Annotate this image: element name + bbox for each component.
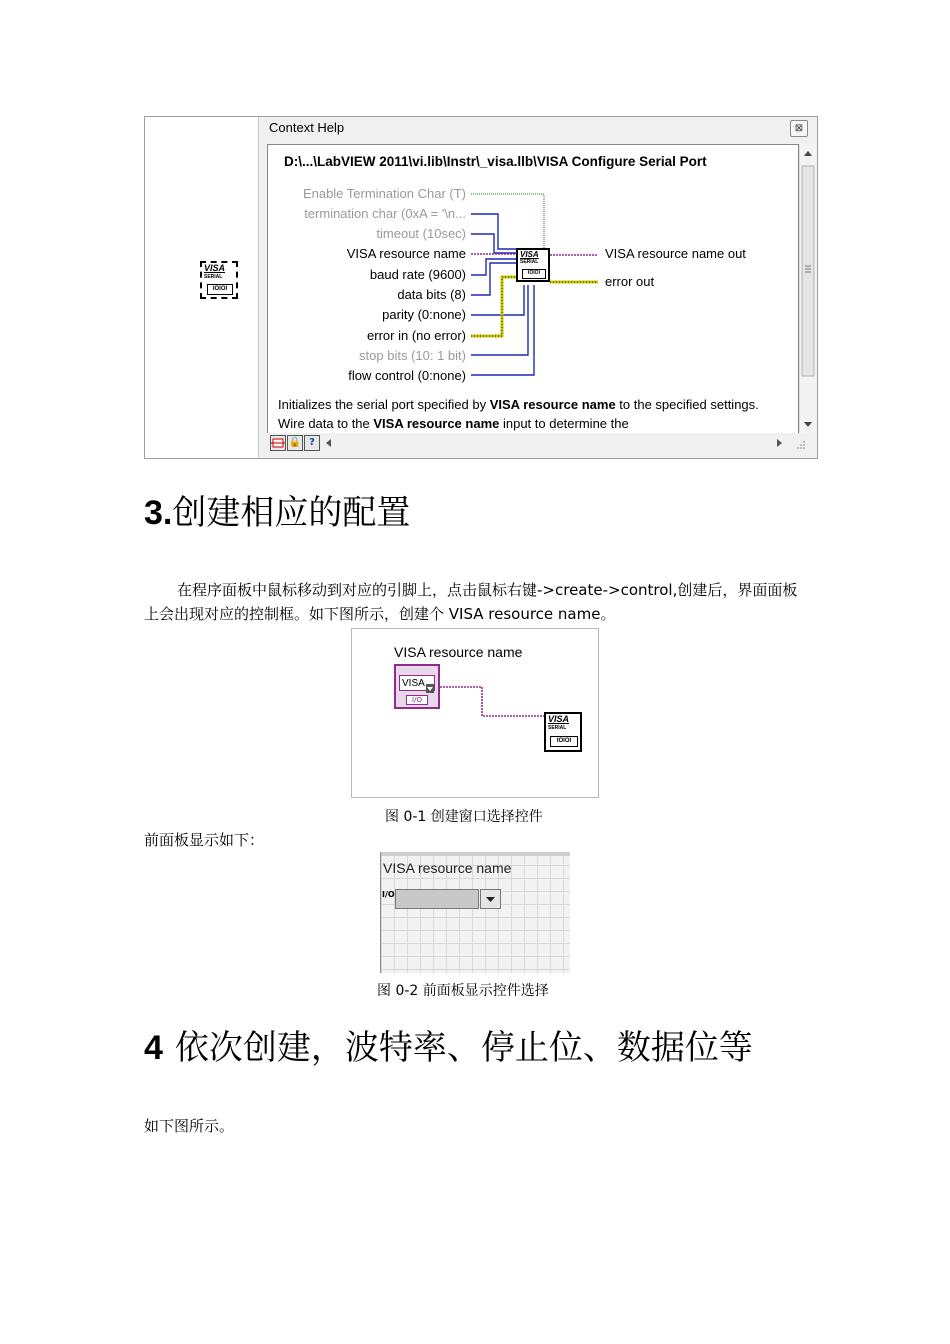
icon-text-io: IOIOI <box>207 284 233 295</box>
show-optional-terminals-icon[interactable] <box>270 435 286 451</box>
scroll-up-icon <box>804 151 812 156</box>
front-panel-intro: 前面板显示如下： <box>144 831 265 849</box>
context-help-figure <box>144 116 818 459</box>
terminal-flow-control: flow control (0:none) <box>348 368 466 383</box>
help-icon[interactable]: ? <box>304 435 320 451</box>
icon-text-serial: SERIAL <box>520 259 539 265</box>
figure-0-1-caption: 图 0-1 创建窗口选择控件 <box>385 809 543 825</box>
section-3-heading <box>144 485 410 534</box>
vi-description <box>278 395 788 433</box>
block-diagram-area <box>145 117 259 458</box>
terminal-enable-termination-char: Enable Termination Char (T) <box>302 186 466 201</box>
close-icon[interactable]: ⊠ <box>790 120 808 137</box>
front-panel-toolbar-edge <box>381 852 570 856</box>
resize-grip-icon[interactable] <box>795 439 807 451</box>
context-help-titlebar <box>259 117 817 431</box>
vi-connector-icon <box>516 248 550 282</box>
desc-bold: VISA resource name <box>489 397 616 412</box>
icon-text-io: IOIOI <box>522 269 546 279</box>
section-title: 依次创建，波特率、停止位、数据位等 <box>174 1028 753 1068</box>
desc-bold: VISA resource name <box>373 416 500 431</box>
vertical-scrollbar[interactable] <box>799 144 816 434</box>
icon-text-serial: SERIAL <box>548 725 567 731</box>
icon-text-visa: VISA <box>548 714 570 724</box>
icon-text-visa: VISA <box>520 250 539 259</box>
lock-icon[interactable]: 🔒 <box>287 435 303 451</box>
terminal-timeout: timeout (10sec) <box>376 226 466 241</box>
io-tag: I/O <box>406 695 428 705</box>
visa-resource-name-control[interactable] <box>381 887 503 911</box>
section-3-paragraph: 在程序面板中鼠标移动到对应的引脚上，点击鼠标右键->create->control,创建后，界面面板上会出现对应的控制框。如下图所示，创建个 VISA resource name。 <box>144 581 798 623</box>
scroll-right-icon[interactable] <box>775 439 783 447</box>
control-label: VISA resource name <box>383 860 512 876</box>
dropdown-button[interactable] <box>480 889 501 909</box>
terminal-visa-resource-name-out: VISA resource name out <box>605 246 746 261</box>
scrollbar-graphics <box>800 144 816 434</box>
icon-text-serial: SERIAL <box>204 274 223 280</box>
io-tag: I/O <box>382 890 395 899</box>
section-number: 4 <box>144 1029 163 1067</box>
terminal-error-out: error out <box>605 274 655 289</box>
terminal-stop-bits: stop bits (10: 1 bit) <box>359 348 466 363</box>
icon-text-visa: VISA <box>204 263 226 273</box>
scroll-down-icon <box>804 422 812 427</box>
desc-text: input to determine the <box>499 416 629 431</box>
terminal-visa-resource-name: VISA resource name <box>346 246 466 261</box>
section-4-paragraph: 如下图所示。 <box>144 1117 235 1135</box>
chevron-down-icon <box>481 890 500 908</box>
window-title: Context Help <box>269 120 345 135</box>
visa-configure-serial-port-icon[interactable] <box>200 261 238 299</box>
terminal-parity: parity (0:none) <box>382 307 466 322</box>
icon-text-io: IOIOI <box>550 736 578 747</box>
terminal-data-bits: data bits (8) <box>397 287 466 302</box>
section-title: 创建相应的配置 <box>172 493 411 533</box>
desc-text: Initializes the serial port specified by <box>278 397 490 412</box>
terminal-termination-char: termination char (0xA = '\n... <box>304 206 466 221</box>
figure-0-2-caption: 图 0-2 前面板显示控件选择 <box>377 983 549 999</box>
desc-text: to the specified settings. Wire data to the <box>278 397 759 431</box>
visa-control-text: VISA <box>399 675 435 691</box>
section-number: 3. <box>144 494 173 532</box>
figure-create-control <box>351 628 599 798</box>
section-4-heading <box>144 1020 753 1069</box>
control-label: VISA resource name <box>394 644 523 660</box>
terminal-baud-rate: baud rate (9600) <box>369 267 466 282</box>
scroll-thumb <box>802 166 814 376</box>
visa-configure-serial-port-node[interactable] <box>544 712 582 752</box>
scroll-left-icon[interactable] <box>325 439 333 447</box>
context-help-content <box>267 144 799 434</box>
vi-path: D:\...\LabVIEW 2011\vi.lib\Instr\_visa.llb\VISA Configure Serial Port <box>284 154 707 169</box>
context-help-toolbar <box>267 433 815 453</box>
terminal-error-in: error in (no error) <box>367 328 466 343</box>
visa-resource-field[interactable] <box>395 889 479 909</box>
figure-front-panel <box>380 852 570 973</box>
